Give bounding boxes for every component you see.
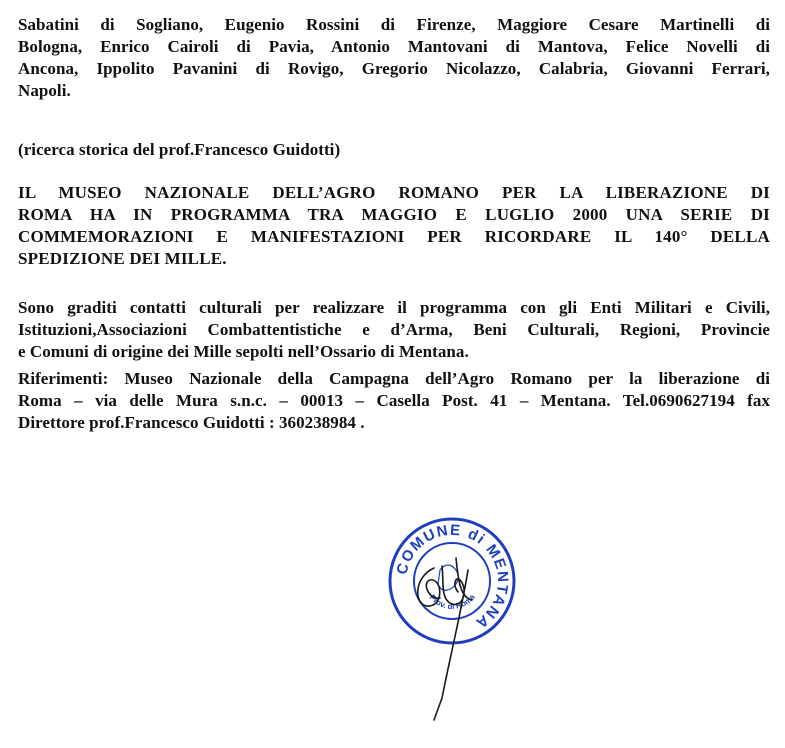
text-line: Riferimenti: Museo Nazionale della Campagna dell’Agro Romano per la liberazione di	[18, 369, 770, 388]
references-paragraph	[18, 368, 770, 434]
text-line: Bologna, Enrico Cairoli di Pavia, Antonio Mantovani di Mantova, Felice Novelli di	[18, 37, 770, 56]
text-line: Direttore prof.Francesco Guidotti : 360238984 .	[18, 413, 365, 432]
text-line: Ancona, Ippolito Pavanini di Rovigo, Gregorio Nicolazzo, Calabria, Giovanni Ferrari,	[18, 59, 770, 78]
stamp-inner-textpath: Prov. di Roma	[427, 592, 477, 612]
stamp-ring-textpath: COMUNE di MENTANA	[393, 521, 512, 633]
text-line: Sabatini di Sogliano, Eugenio Rossini di Firenze, Maggiore Cesare Martinelli di	[18, 15, 770, 34]
text-line: (ricerca storica del prof.Francesco Guidotti)	[18, 140, 341, 159]
text-line: Sono graditi contatti culturali per realizzare il programma con gli Enti Militari e Civili,	[18, 298, 770, 317]
signature-mark	[418, 558, 472, 720]
stamp-ring-text	[393, 522, 511, 633]
text-line: Roma – via delle Mura s.n.c. – 00013 – Casella Post. 41 – Mentana. Tel.0690627194 fax	[18, 391, 770, 410]
text-line: ROMA HA IN PROGRAMMA TRA MAGGIO E LUGLIO 2000 UNA SERIE DI	[18, 205, 770, 224]
fallen-names-paragraph	[18, 14, 770, 102]
text-line: Napoli.	[18, 81, 71, 100]
text-line: IL MUSEO NAZIONALE DELL’AGRO ROMANO PER LA LIBERAZIONE DI	[18, 183, 770, 202]
text-line: SPEDIZIONE DEI MILLE.	[18, 249, 227, 268]
museum-announcement	[18, 182, 770, 270]
research-credit	[18, 139, 770, 161]
text-line: COMMEMORAZIONI E MANIFESTAZIONI PER RICORDARE IL 140° DELLA	[18, 227, 770, 246]
stamp-inner-text	[428, 592, 477, 611]
stamp-and-signature-graphic	[382, 508, 522, 723]
text-line: Istituzioni,Associazioni Combattentistiche e d’Arma, Beni Culturali, Regioni, Provincie	[18, 320, 770, 339]
text-line: e Comuni di origine dei Mille sepolti nell’Ossario di Mentana.	[18, 342, 469, 361]
contacts-paragraph	[18, 297, 770, 363]
official-stamp	[382, 508, 522, 723]
